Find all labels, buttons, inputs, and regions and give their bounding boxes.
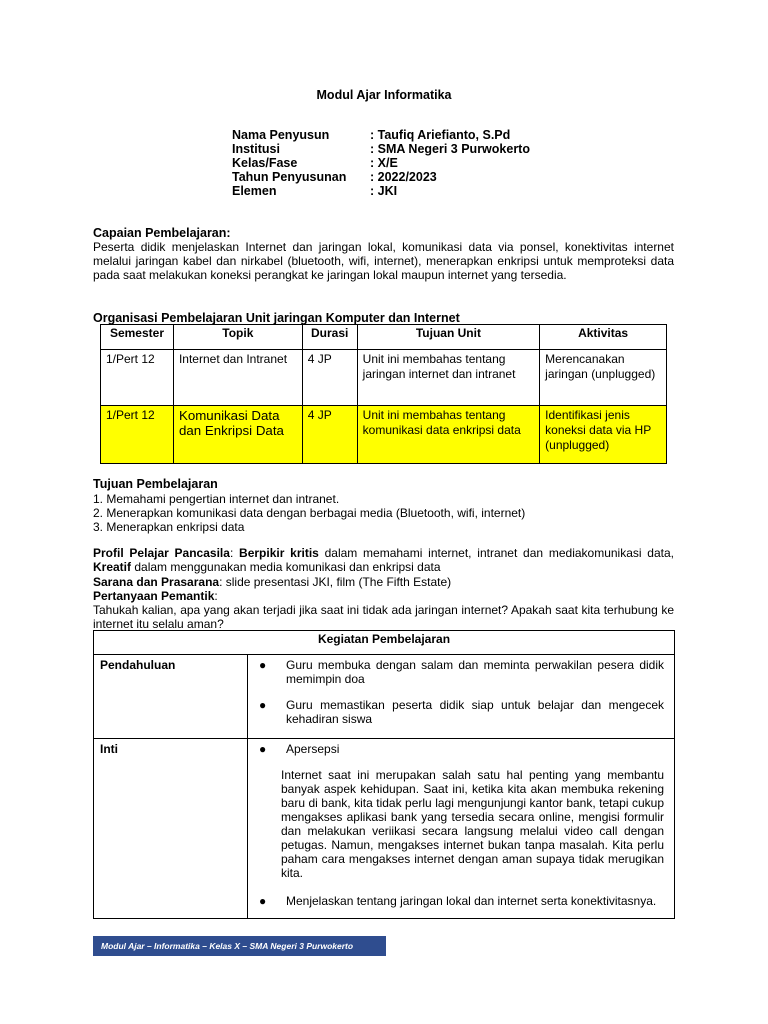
meta-key: Tahun Penyusunan <box>232 170 347 184</box>
table-header-cell: Semester <box>101 325 174 350</box>
table-header-cell: Durasi <box>302 325 357 350</box>
meta-key: Kelas/Fase <box>232 156 298 170</box>
profil-text-2: dalam menggunakan media komunikasi dan enkripsi data <box>131 560 441 575</box>
table-row <box>94 655 675 739</box>
meta-value: : SMA Negeri 3 Purwokerto <box>370 142 530 156</box>
profil-label: Profil Pelajar Pancasila <box>93 546 230 560</box>
meta-value: : Taufiq Ariefianto, S.Pd <box>370 128 511 142</box>
meta-row <box>232 128 530 142</box>
pendahuluan-content <box>248 655 675 739</box>
kegiatan-table <box>93 630 675 919</box>
bullet-text: Guru memastikan peserta didik siap untuk belajar dan mengecek kehadiran siswa <box>286 698 664 726</box>
profil-bold-1: Berpikir kritis <box>239 546 319 560</box>
sarana-text: : slide presentasi JKI, film (The Fifth Estate) <box>219 575 452 589</box>
profil-text-1: dalam memahami internet, intranet dan mediakomunikasi data, <box>318 546 675 560</box>
table-cell: Unit ini membahas tentang jaringan internet dan intranet <box>357 350 539 406</box>
table-row <box>94 739 675 919</box>
profil-paragraph <box>93 546 674 574</box>
pertanyaan-heading <box>93 589 218 603</box>
table-header-row <box>101 325 667 350</box>
profil-bold-2: Kreatif <box>93 560 132 575</box>
bullet-icon: ● <box>259 894 267 908</box>
inti-paragraph: Internet saat ini merupakan salah satu hal penting yang membantu banyak aspek kehidupan. Saat ini, ketika kita akan membuka rekening baru di bank, kita tidak perlu lagi mengunjungi kantor bank, tetapi cukup mengakses aplikasi bank yang tersedia secara online, mengisi formulir dan melakukan veriikasi secara langsung melalui video call dengan petugas. Namun, mengakses internet bukan tanpa masalah. Kita perlu paham cara mengakses internet dengan aman supaya tidak merugikan kita. <box>281 768 664 880</box>
pendahuluan-label: Pendahuluan <box>94 655 248 739</box>
bullet-item <box>254 698 664 726</box>
pertanyaan-label: Pertanyaan Pemantik <box>93 589 215 603</box>
capaian-text: Peserta didik menjelaskan Internet dan jaringan lokal, komunikasi data via ponsel, konektivitas internet melalui jaringan kabel dan nirkabel (bluetooth, wifi, internet), menerapkan enkripsi untuk memproteksi data pada saat melakukan koneksi perangkat ke jaringan lokal maupun internet yang tersedia. <box>93 240 674 283</box>
kegiatan-heading: Kegiatan Pembelajaran <box>94 631 675 655</box>
pertanyaan-colon: : <box>214 589 218 603</box>
table-cell: 4 JP <box>302 406 357 464</box>
organisasi-heading: Organisasi Pembelajaran Unit jaringan Komputer dan Internet <box>93 311 460 325</box>
sarana-label: Sarana dan Prasarana <box>93 575 220 589</box>
meta-row <box>232 170 530 184</box>
bullet-icon: ● <box>259 658 267 672</box>
inti-label: Inti <box>94 739 248 919</box>
meta-block <box>232 128 530 198</box>
pertanyaan-text: Tahukah kalian, apa yang akan terjadi jika saat ini tidak ada jaringan internet? Apakah saat kita terhubung ke internet itu selalu aman? <box>93 603 674 632</box>
meta-value: : X/E <box>370 156 398 170</box>
table-cell: Internet dan Intranet <box>173 350 302 406</box>
table-cell: Merencanakan jaringan (unplugged) <box>540 350 667 406</box>
bullet-icon: ● <box>259 742 267 756</box>
bullet-item <box>254 658 664 686</box>
meta-key: Nama Penyusun <box>232 128 330 142</box>
table-cell: Unit ini membahas tentang komunikasi data enkripsi data <box>357 406 539 464</box>
meta-value: : 2022/2023 <box>370 170 437 184</box>
page-title: Modul Ajar Informatika <box>316 88 452 102</box>
table-header-cell: Tujuan Unit <box>357 325 539 350</box>
profil-colon: : <box>229 546 240 560</box>
table-row-highlighted <box>101 406 667 464</box>
meta-value: : JKI <box>370 184 398 198</box>
list-item: 2. Menerapkan komunikasi data dengan berbagai media (Bluetooth, wifi, internet) <box>93 506 526 521</box>
table-cell: 4 JP <box>302 350 357 406</box>
table-cell: Identifikasi jenis koneksi data via HP (unplugged) <box>540 406 667 464</box>
bullet-item <box>254 742 664 756</box>
meta-row <box>232 142 530 156</box>
table-cell: 1/Pert 12 <box>101 406 174 464</box>
bullet-text: Menjelaskan tentang jaringan lokal dan internet serta konektivitasnya. <box>286 894 657 908</box>
list-item: 1. Memahami pengertian internet dan intranet. <box>93 492 340 506</box>
meta-key: Elemen <box>232 184 277 198</box>
table-header-row <box>94 631 675 655</box>
meta-key: Institusi <box>232 142 280 156</box>
sarana-line <box>93 575 451 589</box>
bullet-text: Apersepsi <box>286 742 340 756</box>
meta-row <box>232 156 530 170</box>
table-cell: Komunikasi Data dan Enkripsi Data <box>173 406 302 464</box>
table-cell: 1/Pert 12 <box>101 350 174 406</box>
footer-banner: Modul Ajar – Informatika – Kelas X – SMA Negeri 3 Purwokerto <box>93 936 386 956</box>
bullet-text: Guru membuka dengan salam dan meminta perwakilan pesera didik memimpin doa <box>286 658 664 686</box>
tujuan-list <box>93 492 525 535</box>
list-item: 3. Menerapkan enkripsi data <box>93 520 245 535</box>
inti-content <box>248 739 675 919</box>
capaian-heading: Capaian Pembelajaran: <box>93 226 231 240</box>
table-header-cell: Topik <box>173 325 302 350</box>
meta-row <box>232 184 530 198</box>
table-header-cell: Aktivitas <box>540 325 667 350</box>
organisasi-table <box>100 324 667 464</box>
tujuan-heading: Tujuan Pembelajaran <box>93 477 218 491</box>
bullet-icon: ● <box>259 698 267 712</box>
bullet-item <box>254 894 664 908</box>
table-row <box>101 350 667 406</box>
